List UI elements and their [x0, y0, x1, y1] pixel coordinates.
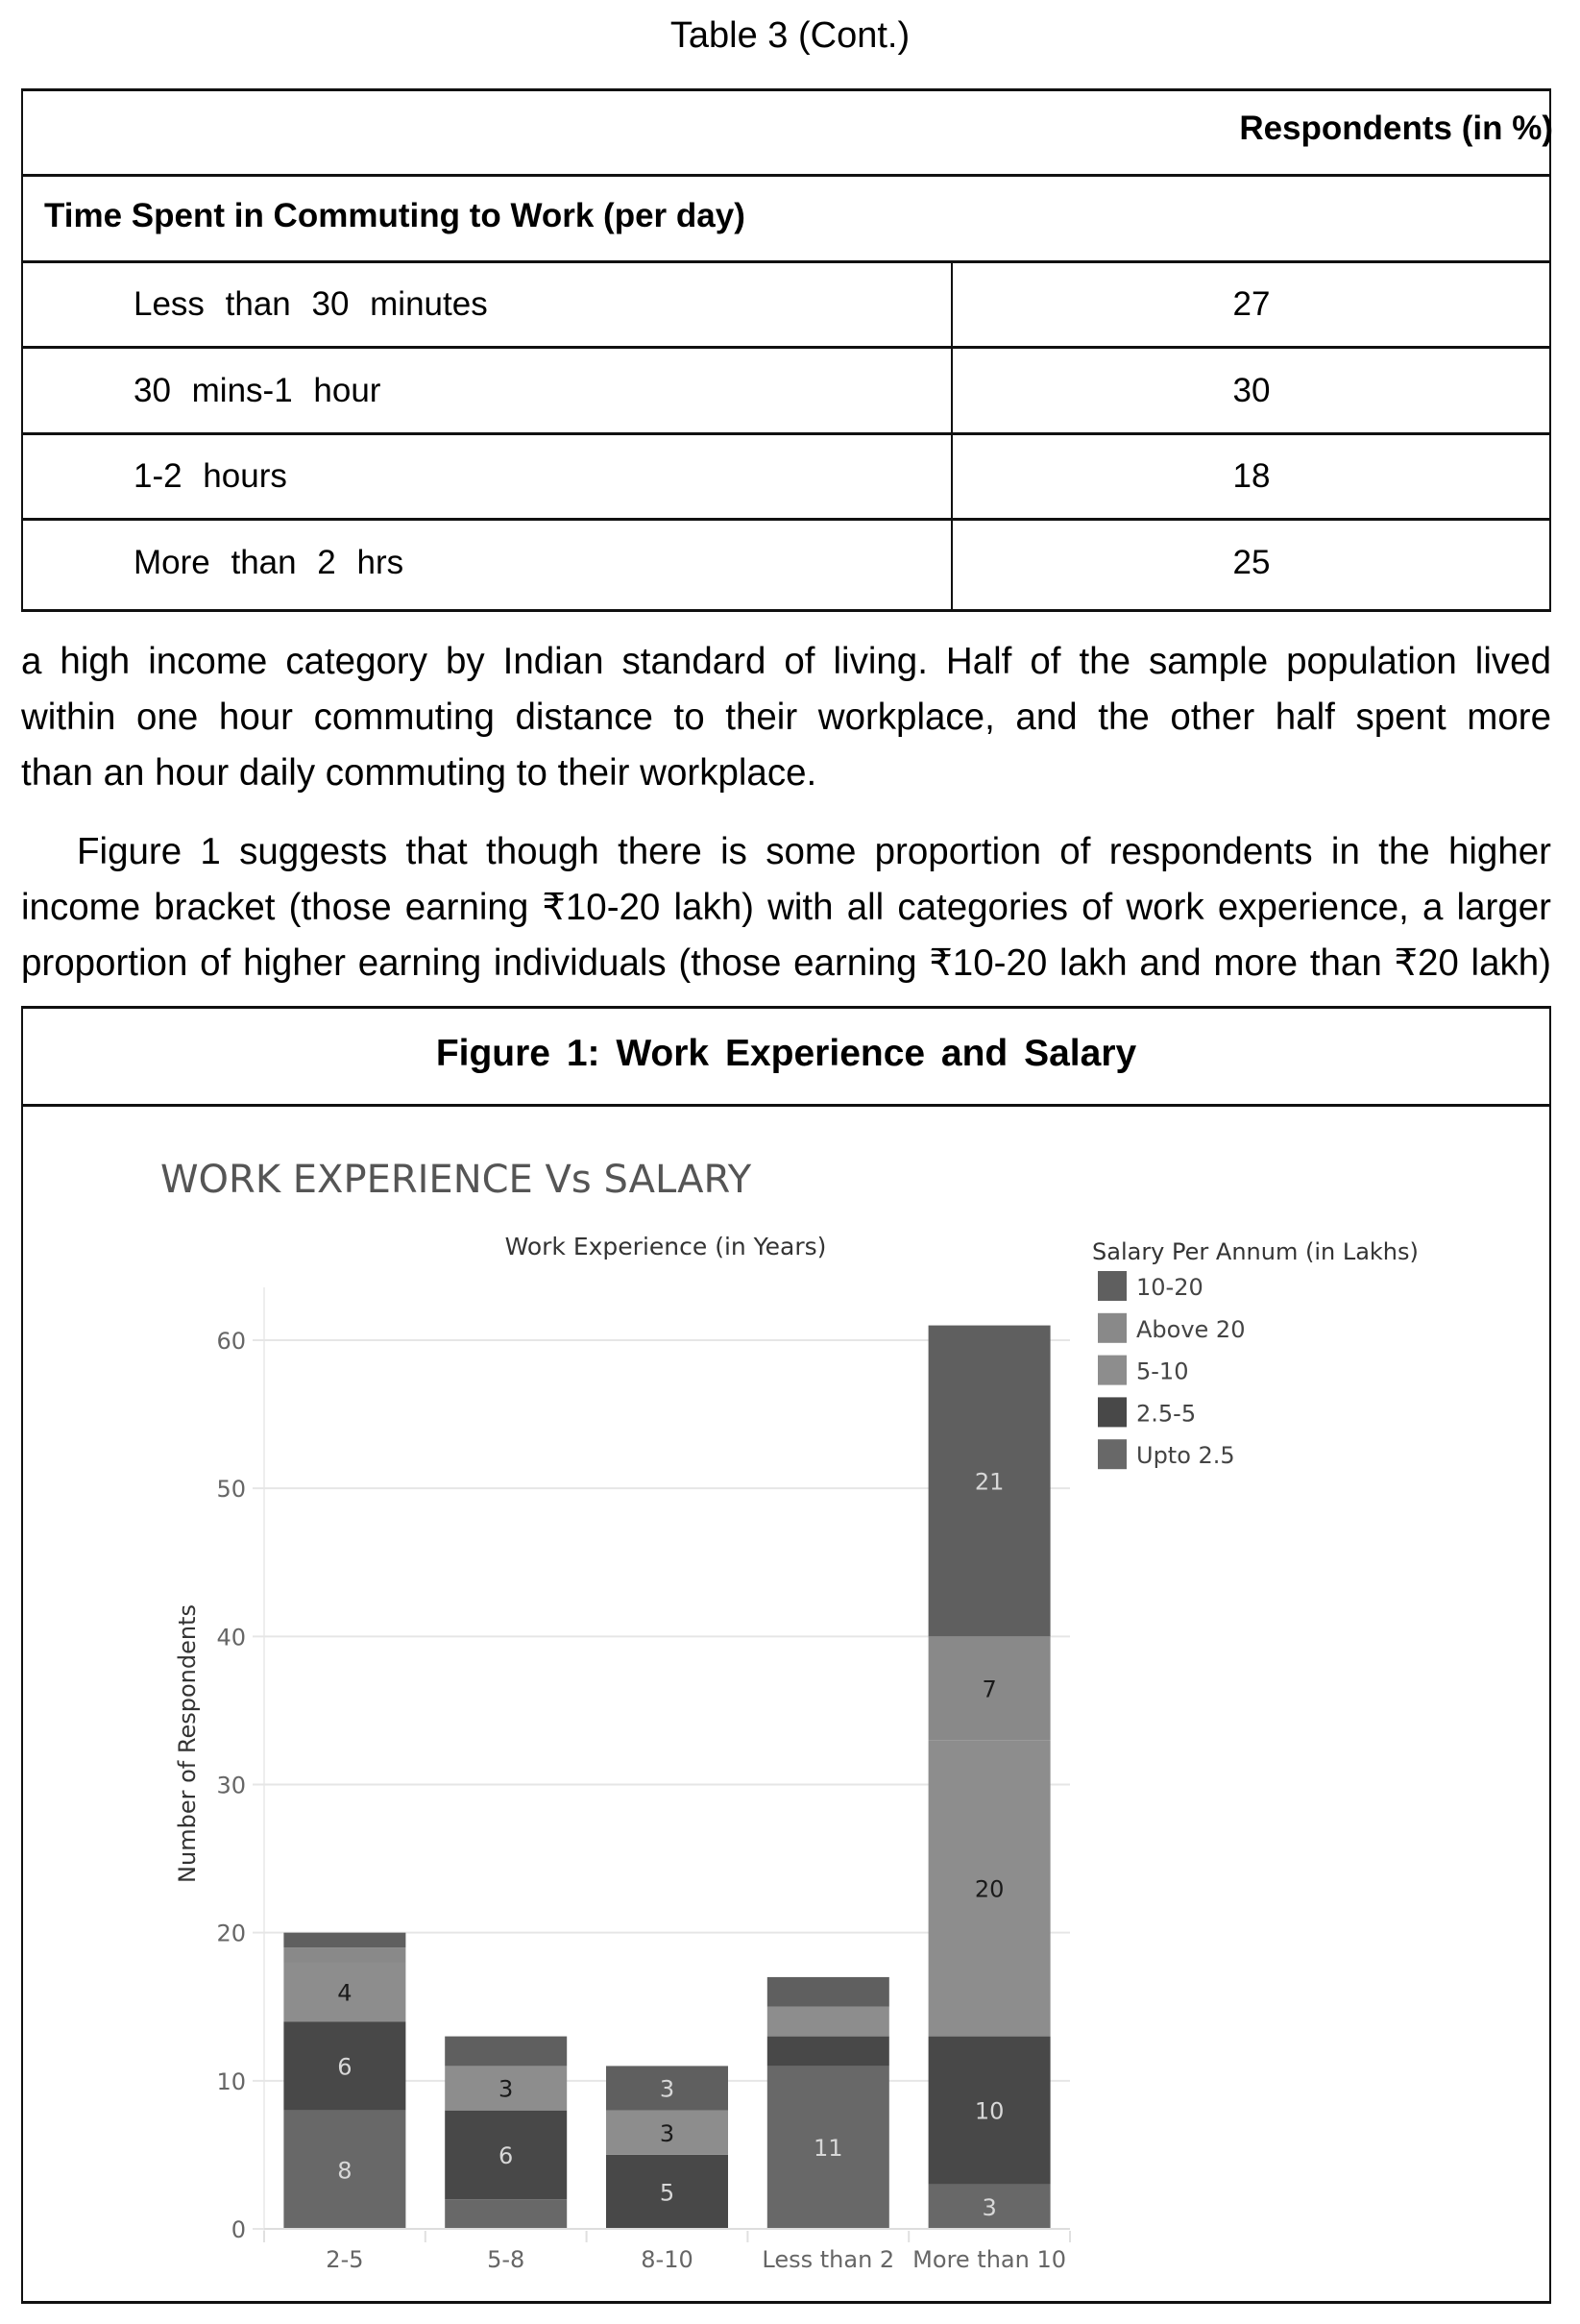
row-label: Less than 30 minutes: [134, 285, 488, 323]
bar-value-label: 11: [814, 2135, 843, 2163]
y-tick-label: 20: [216, 1920, 246, 1947]
y-axis-ticks: [216, 1328, 246, 2243]
x-tick-label: More than 10: [912, 2246, 1067, 2273]
bar-stack: [929, 1326, 1051, 2229]
row-value: 18: [1232, 457, 1271, 495]
legend-label: Above 20: [1136, 1315, 1246, 1343]
bars: [283, 1326, 1050, 2229]
bar-value-label: 6: [498, 2141, 514, 2169]
bar-stack: [445, 2037, 567, 2229]
bar-stack: [606, 2066, 728, 2229]
bar-value-label: 3: [498, 2075, 514, 2103]
paragraph-line: than an hour daily commuting to their workplace.: [21, 752, 817, 794]
legend-label: 2.5-5: [1136, 1400, 1197, 1428]
y-axis-title: Number of Respondents: [174, 1604, 201, 1883]
x-tick-label: Less than 2: [762, 2246, 895, 2273]
x-tick-label: 8-10: [641, 2246, 693, 2273]
paragraph-line: Figure 1 suggests that though there is some proportion of respondents in the higher: [77, 831, 1551, 872]
legend-item: [1098, 1397, 1196, 1427]
x-tick-label: 2-5: [326, 2246, 364, 2273]
legend-item: [1098, 1439, 1235, 1469]
legend-swatch: [1098, 1356, 1127, 1385]
row-value: 27: [1232, 285, 1271, 323]
bar-segment: [767, 2007, 889, 2037]
y-tick-label: 40: [216, 1624, 246, 1651]
bar-value-label: 10: [974, 2097, 1005, 2125]
bar-segment: [445, 2037, 567, 2067]
chart-title: WORK EXPERIENCE Vs SALARY: [160, 1158, 752, 1202]
y-tick-label: 50: [216, 1476, 246, 1504]
bar-value-label: 4: [337, 1979, 352, 2007]
legend-item: [1098, 1356, 1188, 1385]
figure-caption: Figure 1: Work Experience and Salary: [435, 1033, 1137, 1074]
bar-value-label: 3: [982, 2193, 997, 2221]
legend: [1098, 1271, 1245, 1469]
bar-segment: [283, 1933, 405, 1947]
row-value: 30: [1232, 372, 1271, 409]
row-label: 1-2 hours: [134, 457, 287, 495]
bar-segment: [445, 2199, 567, 2229]
bar-value-label: 8: [337, 2157, 352, 2185]
paragraph-line: within one hour commuting distance to their workplace, and the other half spent more: [21, 697, 1551, 738]
column-header-respondents: Respondents (in %): [1239, 110, 1553, 147]
legend-label: Upto 2.5: [1136, 1442, 1235, 1470]
bar-value-label: 6: [337, 2053, 352, 2081]
legend-label: 5-10: [1136, 1358, 1189, 1385]
legend-swatch: [1098, 1313, 1127, 1343]
x-axis-title: Work Experience (in Years): [504, 1233, 827, 1260]
bar-value-label: 20: [974, 1875, 1005, 1903]
bar-segment: [767, 2037, 889, 2067]
legend-item: [1098, 1271, 1203, 1301]
bar-segment: [283, 1947, 405, 1962]
paragraph-line: income bracket (those earning ₹10-20 lakh) with all categories of work experience, a larger: [21, 887, 1551, 928]
x-tick-label: 5-8: [487, 2246, 525, 2273]
bar-value-label: 7: [982, 1676, 997, 1703]
bar-value-label: 3: [659, 2075, 675, 2103]
y-tick-label: 0: [231, 2216, 246, 2243]
y-tick-label: 30: [216, 1772, 246, 1799]
y-tick-label: 60: [216, 1328, 246, 1355]
legend-item: [1098, 1313, 1245, 1343]
x-axis-ticks: [264, 2229, 1070, 2273]
legend-label: 10-20: [1136, 1274, 1203, 1301]
legend-swatch: [1098, 1397, 1127, 1427]
y-tick-label: 10: [216, 2067, 246, 2095]
bar-value-label: 3: [659, 2119, 675, 2147]
bar-value-label: 21: [974, 1468, 1005, 1496]
bar-stack: [767, 1977, 889, 2229]
row-value: 25: [1232, 544, 1271, 581]
bar-segment: [767, 1977, 889, 2007]
legend-title: Salary Per Annum (in Lakhs): [1092, 1238, 1419, 1265]
legend-swatch: [1098, 1439, 1127, 1469]
row-label: 30 mins-1 hour: [134, 372, 381, 409]
bar-value-label: 5: [659, 2179, 675, 2207]
legend-swatch: [1098, 1271, 1127, 1301]
row-label: More than 2 hrs: [134, 544, 404, 581]
paragraph-line: proportion of higher earning individuals (those earning ₹10-20 lakh and more than ₹20 lakh): [21, 942, 1551, 984]
paragraph-line: a high income category by Indian standard of living. Half of the sample population lived: [21, 641, 1551, 682]
bar-stack: [283, 1933, 405, 2229]
section-header-commute: Time Spent in Commuting to Work (per day): [44, 197, 745, 234]
table-title: Table 3 (Cont.): [669, 15, 911, 56]
